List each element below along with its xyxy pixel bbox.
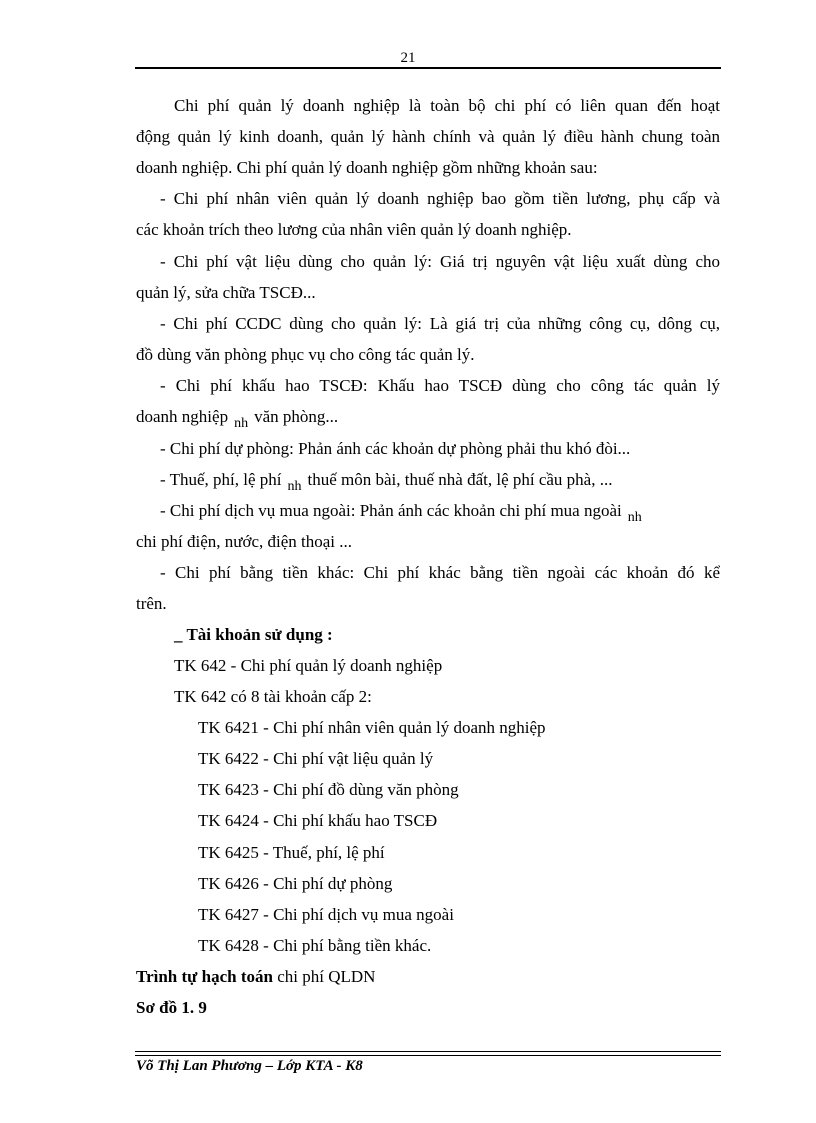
text-fragment: văn phòng... [254, 407, 339, 426]
text-fragment: - Thuế, phí, lệ phí [160, 470, 282, 489]
account-item: TK 6428 - Chi phí bằng tiền khác. [198, 936, 432, 955]
sequence-heading-rest: chi phí QLDN [277, 967, 376, 986]
list-item-line: đồ dùng văn phòng phục vụ cho công tác quản lý. [136, 345, 475, 364]
account-item: TK 6427 - Chi phí dịch vụ mua ngoài [198, 905, 454, 924]
list-item-line: - Chi phí CCDC dùng cho quản lý: Là giá trị của những công cụ, dông cụ, [160, 314, 720, 333]
list-item-line: chi phí điện, nước, điện thoại ... [136, 532, 353, 551]
sequence-heading [136, 966, 720, 988]
list-item-line: trên. [136, 594, 167, 613]
account-main: TK 642 - Chi phí quản lý doanh nghiệp [174, 656, 443, 675]
account-subheading: TK 642 có 8 tài khoản cấp 2: [174, 687, 372, 706]
list-item-line: - Chi phí dự phòng: Phản ánh các khoản dự phòng phải thu khó đòi... [160, 439, 631, 458]
list-item-line: quản lý, sửa chữa TSCĐ... [136, 283, 316, 302]
list-item-line: các khoản trích theo lương của nhân viên quản lý doanh nghiệp. [136, 220, 572, 239]
subscript-fragment: nh [627, 510, 642, 525]
list-item-line [136, 406, 720, 430]
diagram-label: Sơ đồ 1. 9 [136, 998, 207, 1017]
account-item: TK 6424 - Chi phí khấu hao TSCĐ [198, 811, 438, 830]
footer-rule [135, 1051, 721, 1052]
list-item-line [160, 500, 720, 524]
subscript-fragment: nh [287, 479, 302, 494]
header-rule [135, 67, 721, 69]
sequence-heading-bold: Trình tự hạch toán [136, 967, 273, 986]
accounts-heading: _ Tài khoản sử dụng : [174, 625, 333, 644]
list-item-line: - Chi phí khấu hao TSCĐ: Khấu hao TSCĐ dùng cho công tác quản lý [160, 376, 720, 395]
list-item-line: - Chi phí bằng tiền khác: Chi phí khác bằng tiền ngoài các khoản đó kể [160, 563, 720, 582]
account-item: TK 6423 - Chi phí đồ dùng văn phòng [198, 780, 459, 799]
text-fragment: doanh nghiệp [136, 407, 229, 426]
list-item-line [160, 469, 720, 493]
footer-author: Võ Thị Lan Phương – Lớp KTA - K8 [136, 1058, 363, 1074]
list-item-line: - Chi phí nhân viên quản lý doanh nghiệp bao gồm tiền lương, phụ cấp và [160, 189, 720, 208]
account-item: TK 6422 - Chi phí vật liệu quản lý [198, 749, 434, 768]
footer-rule [135, 1055, 721, 1056]
list-item-line: - Chi phí vật liệu dùng cho quản lý: Giá trị nguyên vật liệu xuất dùng cho [160, 252, 720, 271]
account-item: TK 6425 - Thuế, phí, lệ phí [198, 843, 385, 862]
paragraph-line: Chi phí quản lý doanh nghiệp là toàn bộ chi phí có liên quan đến hoạt [174, 96, 720, 115]
paragraph-line: động quản lý kinh doanh, quản lý hành chính và quản lý điều hành chung toàn [136, 127, 720, 146]
text-fragment: thuế môn bài, thuế nhà đất, lệ phí cầu phà, ... [307, 470, 613, 489]
account-item: TK 6426 - Chi phí dự phòng [198, 874, 393, 893]
text-fragment: - Chi phí dịch vụ mua ngoài: Phản ánh các khoản chi phí mua ngoài [160, 501, 622, 520]
account-item: TK 6421 - Chi phí nhân viên quản lý doanh nghiệp [198, 718, 546, 737]
subscript-fragment: nh [234, 416, 249, 431]
page-number: 21 [400, 50, 416, 66]
paragraph-line: doanh nghiệp. Chi phí quản lý doanh nghiệp gồm những khoản sau: [136, 158, 598, 177]
